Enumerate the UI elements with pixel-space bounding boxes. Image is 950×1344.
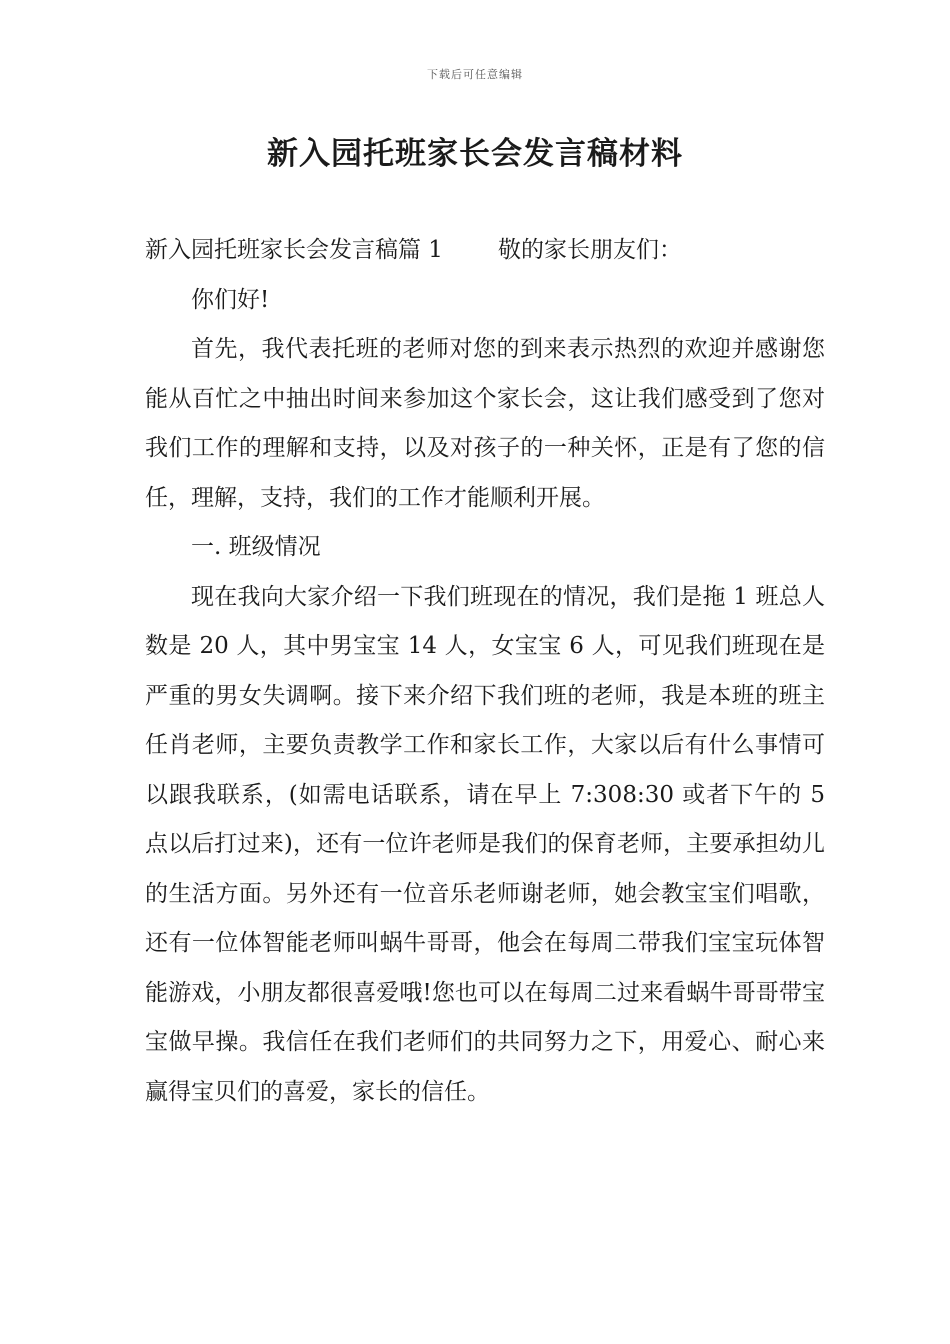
intro-line xyxy=(145,226,825,276)
document-title: 新入园托班家长会发言稿材料 xyxy=(267,136,683,172)
section-heading-class-info: 一. 班级情况 xyxy=(191,534,321,560)
paragraph-welcome: 首先，我代表托班的老师对您的到来表示热烈的欢迎并感谢您能从百忙之中抽出时间来参加这个家长会，这让我们感受到了您对我们工作的理解和支持，以及对孩子的一种关怀，正是有了您的信任，理解，支持，我们的工作才能顺利开展。 xyxy=(145,336,825,511)
paragraph-greeting: 你们好! xyxy=(191,286,270,313)
paragraph-class-info: 现在我向大家介绍一下我们班现在的情况，我们是拖 1 班总人数是 20 人，其中男宝宝 14 人，女宝宝 6 人，可见我们班现在是严重的男女失调啊。接下来介绍下我们班的老师，我是本班的班主任肖老师，主要负责教学工作和家长工作，大家以后有什么事情可以跟我联系，(如需电话联系，请在早上 7:308:30 或者下午的 5 点以后打过来)，还有一位许老师是我们的保育老师，主要承担幼儿的生活方面。另外还有一位音乐老师谢老师，她会教宝宝们唱歌，还有一位体智能老师叫蜗牛哥哥，他会在每周二带我们宝宝玩体智能游戏，小朋友都很喜爱哦!您也可以在每周二过来看蜗牛哥哥带宝宝做早操。我信任在我们老师们的共同努力之下，用爱心、耐心来赢得宝贝们的喜爱，家长的信任。 xyxy=(145,583,825,1105)
intro-salutation: 敬的家长朋友们： xyxy=(497,237,682,263)
header-note: 下载后可任意编辑 xyxy=(427,68,523,81)
document-body xyxy=(145,226,825,1117)
intro-heading: 新入园托班家长会发言稿篇 1 xyxy=(145,237,443,263)
